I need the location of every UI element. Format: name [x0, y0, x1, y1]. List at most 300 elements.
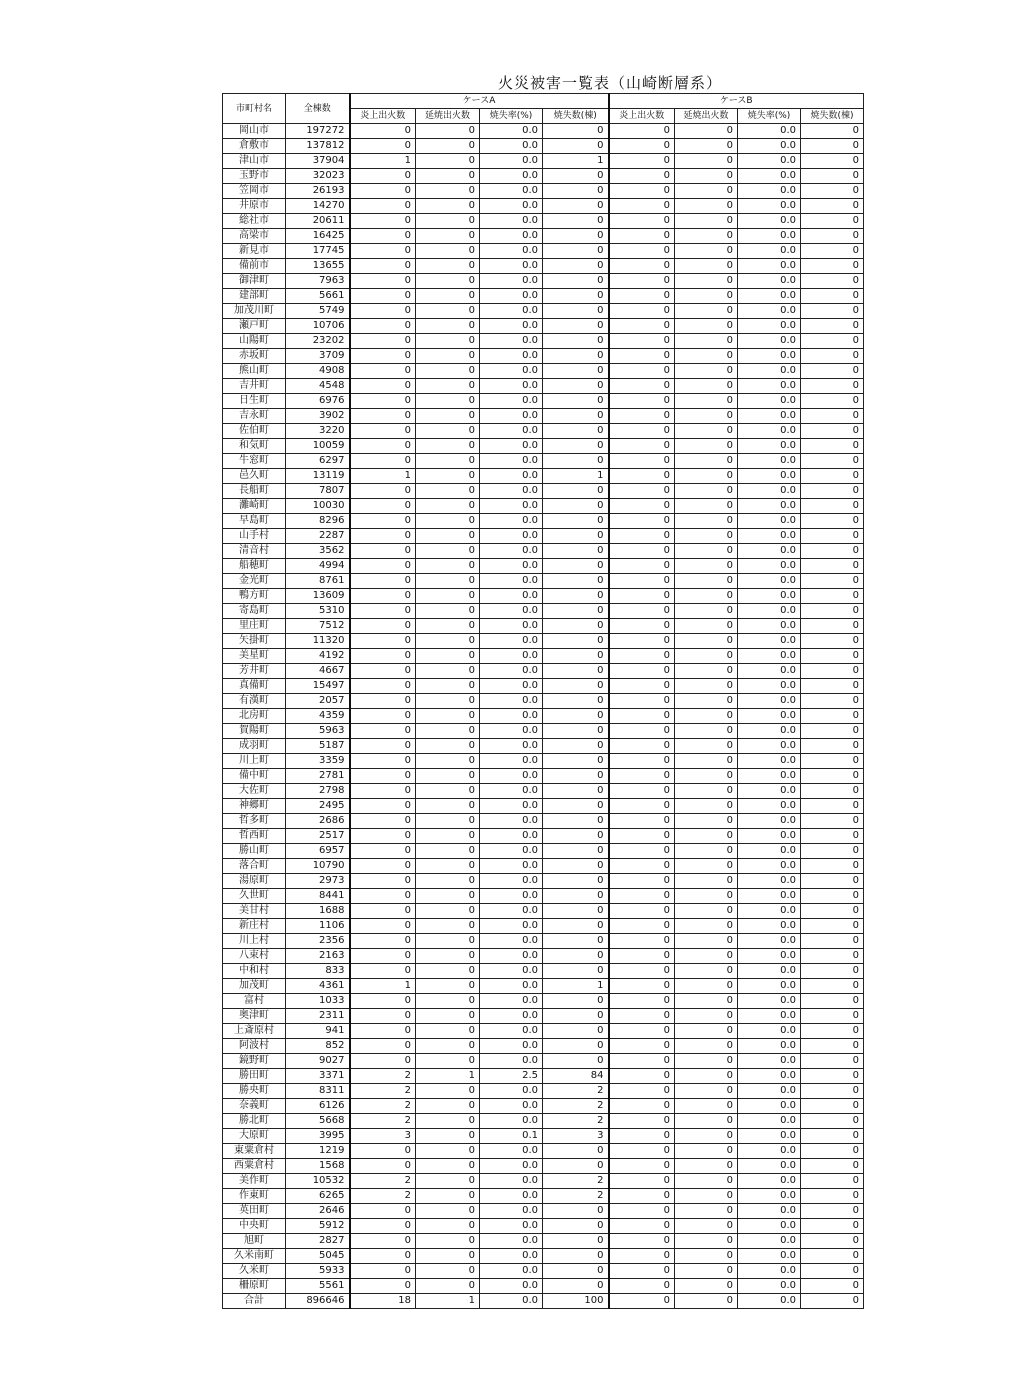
cell-a-spread: 0: [416, 1114, 480, 1129]
cell-a-loss-count: 0: [543, 514, 609, 529]
cell-a-loss-count: 0: [543, 319, 609, 334]
table-row: [223, 589, 864, 604]
cell-a-loss-rate: 0.0: [480, 799, 543, 814]
cell-a-loss-count: 0: [543, 229, 609, 244]
cell-municipality: 総社市: [223, 214, 286, 229]
cell-a-spread: 0: [416, 379, 480, 394]
cell-a-loss-count: 2: [543, 1084, 609, 1099]
cell-a-spread: 0: [416, 1159, 480, 1174]
cell-total-buildings: 2646: [286, 1204, 350, 1219]
cell-a-ignition: 0: [350, 559, 416, 574]
cell-municipality: 西粟倉村: [223, 1159, 286, 1174]
cell-b-loss-count: 0: [801, 259, 864, 274]
cell-b-loss-count: 0: [801, 529, 864, 544]
cell-total-buildings: 1106: [286, 919, 350, 934]
cell-total-buildings: 3995: [286, 1129, 350, 1144]
cell-b-ignition: 0: [609, 679, 675, 694]
cell-a-spread: 0: [416, 679, 480, 694]
cell-a-loss-rate: 0.0: [480, 184, 543, 199]
cell-b-loss-count: 0: [801, 124, 864, 139]
cell-a-ignition: 2: [350, 1069, 416, 1084]
table-row: [223, 214, 864, 229]
cell-b-loss-rate: 0.0: [738, 409, 801, 424]
cell-a-loss-rate: 0.0: [480, 949, 543, 964]
cell-b-spread: 0: [675, 904, 738, 919]
cell-b-ignition: 0: [609, 934, 675, 949]
cell-b-loss-rate: 0.0: [738, 604, 801, 619]
table-row: [223, 1219, 864, 1234]
cell-b-loss-rate: 0.0: [738, 979, 801, 994]
cell-municipality: 大佐町: [223, 784, 286, 799]
cell-municipality: 備中町: [223, 769, 286, 784]
table-row: [223, 124, 864, 139]
cell-total-buildings: 3220: [286, 424, 350, 439]
cell-b-loss-rate: 0.0: [738, 679, 801, 694]
cell-b-ignition: 0: [609, 619, 675, 634]
cell-a-loss-count: 0: [543, 529, 609, 544]
cell-b-loss-count: 0: [801, 1174, 864, 1189]
cell-a-loss-count: 0: [543, 124, 609, 139]
cell-b-spread: 0: [675, 1039, 738, 1054]
cell-a-ignition: 0: [350, 1054, 416, 1069]
cell-municipality: 有漢町: [223, 694, 286, 709]
cell-a-ignition: 18: [350, 1294, 416, 1309]
cell-municipality: 奥津町: [223, 1009, 286, 1024]
cell-total-buildings: 17745: [286, 244, 350, 259]
cell-b-spread: 0: [675, 844, 738, 859]
cell-a-ignition: 0: [350, 454, 416, 469]
cell-a-ignition: 0: [350, 1234, 416, 1249]
cell-municipality: 里庄町: [223, 619, 286, 634]
cell-total-buildings: 2163: [286, 949, 350, 964]
cell-b-spread: 0: [675, 259, 738, 274]
cell-a-ignition: 0: [350, 199, 416, 214]
cell-a-loss-rate: 0.0: [480, 754, 543, 769]
cell-total-buildings: 4192: [286, 649, 350, 664]
cell-total-buildings: 32023: [286, 169, 350, 184]
cell-municipality: 長船町: [223, 484, 286, 499]
cell-b-loss-count: 0: [801, 1249, 864, 1264]
cell-a-ignition: 0: [350, 724, 416, 739]
cell-a-spread: 0: [416, 1249, 480, 1264]
cell-total-buildings: 137812: [286, 139, 350, 154]
cell-a-spread: 0: [416, 619, 480, 634]
cell-a-loss-rate: 0.0: [480, 724, 543, 739]
cell-a-loss-rate: 0.0: [480, 1279, 543, 1294]
cell-b-loss-count: 0: [801, 334, 864, 349]
cell-a-loss-rate: 0.0: [480, 1264, 543, 1279]
table-row: [223, 229, 864, 244]
cell-a-spread: 0: [416, 364, 480, 379]
cell-b-spread: 0: [675, 274, 738, 289]
table-row: [223, 259, 864, 274]
cell-b-loss-rate: 0.0: [738, 1144, 801, 1159]
cell-municipality: 倉敷市: [223, 139, 286, 154]
cell-a-loss-count: 0: [543, 559, 609, 574]
cell-b-spread: 0: [675, 544, 738, 559]
cell-a-ignition: 0: [350, 934, 416, 949]
cell-b-loss-count: 0: [801, 499, 864, 514]
cell-a-loss-rate: 0.0: [480, 919, 543, 934]
cell-a-spread: 0: [416, 1144, 480, 1159]
cell-b-loss-rate: 0.0: [738, 934, 801, 949]
cell-b-ignition: 0: [609, 529, 675, 544]
cell-b-loss-rate: 0.0: [738, 1039, 801, 1054]
cell-b-ignition: 0: [609, 304, 675, 319]
cell-municipality: 佐伯町: [223, 424, 286, 439]
cell-b-spread: 0: [675, 124, 738, 139]
cell-b-spread: 0: [675, 694, 738, 709]
cell-a-loss-count: 0: [543, 814, 609, 829]
cell-total-buildings: 2311: [286, 1009, 350, 1024]
cell-b-loss-rate: 0.0: [738, 1009, 801, 1024]
cell-b-spread: 0: [675, 1249, 738, 1264]
cell-a-loss-count: 0: [543, 1249, 609, 1264]
cell-b-ignition: 0: [609, 199, 675, 214]
document-title: 火災被害一覧表（山崎断層系）: [498, 74, 723, 92]
cell-a-spread: 0: [416, 979, 480, 994]
cell-b-ignition: 0: [609, 364, 675, 379]
cell-municipality: 合計: [223, 1294, 286, 1309]
cell-municipality: 北房町: [223, 709, 286, 724]
cell-a-spread: 0: [416, 1009, 480, 1024]
cell-municipality: 湯原町: [223, 874, 286, 889]
cell-municipality: 勝田町: [223, 1069, 286, 1084]
cell-b-loss-count: 0: [801, 1069, 864, 1084]
cell-a-loss-count: 2: [543, 1099, 609, 1114]
cell-a-loss-count: 0: [543, 289, 609, 304]
cell-a-loss-rate: 0.0: [480, 1054, 543, 1069]
cell-b-loss-count: 0: [801, 619, 864, 634]
cell-b-loss-rate: 0.0: [738, 499, 801, 514]
cell-a-loss-count: 0: [543, 619, 609, 634]
cell-b-ignition: 0: [609, 649, 675, 664]
cell-total-buildings: 23202: [286, 334, 350, 349]
cell-a-loss-rate: 0.0: [480, 994, 543, 1009]
cell-a-spread: 0: [416, 1084, 480, 1099]
cell-b-loss-rate: 0.0: [738, 229, 801, 244]
table-row: [223, 1249, 864, 1264]
cell-total-buildings: 5749: [286, 304, 350, 319]
cell-b-spread: 0: [675, 1114, 738, 1129]
cell-municipality: 赤坂町: [223, 349, 286, 364]
cell-a-loss-rate: 0.0: [480, 169, 543, 184]
cell-b-loss-count: 0: [801, 904, 864, 919]
cell-municipality: 久米南町: [223, 1249, 286, 1264]
cell-a-loss-rate: 2.5: [480, 1069, 543, 1084]
table-row: [223, 544, 864, 559]
cell-a-loss-count: 0: [543, 259, 609, 274]
cell-b-ignition: 0: [609, 334, 675, 349]
cell-a-ignition: 1: [350, 469, 416, 484]
cell-total-buildings: 6297: [286, 454, 350, 469]
cell-b-loss-rate: 0.0: [738, 1279, 801, 1294]
cell-b-loss-count: 0: [801, 964, 864, 979]
cell-b-spread: 0: [675, 439, 738, 454]
cell-b-loss-count: 0: [801, 439, 864, 454]
cell-b-spread: 0: [675, 679, 738, 694]
cell-a-loss-rate: 0.0: [480, 274, 543, 289]
cell-b-ignition: 0: [609, 1024, 675, 1039]
cell-total-buildings: 2798: [286, 784, 350, 799]
cell-b-loss-count: 0: [801, 934, 864, 949]
cell-a-loss-count: 0: [543, 784, 609, 799]
cell-b-spread: 0: [675, 1219, 738, 1234]
cell-a-loss-count: 0: [543, 304, 609, 319]
cell-b-loss-rate: 0.0: [738, 394, 801, 409]
cell-b-ignition: 0: [609, 1114, 675, 1129]
cell-a-ignition: 0: [350, 874, 416, 889]
cell-b-spread: 0: [675, 814, 738, 829]
cell-total-buildings: 4359: [286, 709, 350, 724]
cell-total-buildings: 2827: [286, 1234, 350, 1249]
cell-a-spread: 0: [416, 304, 480, 319]
table-row: [223, 769, 864, 784]
cell-a-spread: 0: [416, 274, 480, 289]
table-row: [223, 664, 864, 679]
cell-a-spread: 0: [416, 529, 480, 544]
cell-total-buildings: 3359: [286, 754, 350, 769]
cell-municipality: 山陽町: [223, 334, 286, 349]
cell-b-spread: 0: [675, 769, 738, 784]
table-row: [223, 679, 864, 694]
cell-a-spread: 0: [416, 1234, 480, 1249]
cell-total-buildings: 4548: [286, 379, 350, 394]
cell-a-loss-rate: 0.0: [480, 154, 543, 169]
cell-total-buildings: 3902: [286, 409, 350, 424]
cell-a-loss-rate: 0.0: [480, 244, 543, 259]
cell-total-buildings: 197272: [286, 124, 350, 139]
cell-a-spread: 0: [416, 874, 480, 889]
cell-b-loss-rate: 0.0: [738, 529, 801, 544]
cell-a-loss-rate: 0.0: [480, 319, 543, 334]
cell-b-loss-rate: 0.0: [738, 1234, 801, 1249]
cell-b-loss-count: 0: [801, 409, 864, 424]
cell-b-spread: 0: [675, 1144, 738, 1159]
cell-b-spread: 0: [675, 229, 738, 244]
cell-a-loss-rate: 0.0: [480, 1234, 543, 1249]
cell-b-loss-rate: 0.0: [738, 484, 801, 499]
cell-municipality: 矢掛町: [223, 634, 286, 649]
cell-municipality: 阿波村: [223, 1039, 286, 1054]
cell-a-ignition: 0: [350, 319, 416, 334]
cell-b-loss-rate: 0.0: [738, 964, 801, 979]
cell-b-loss-rate: 0.0: [738, 349, 801, 364]
cell-a-spread: 0: [416, 844, 480, 859]
cell-total-buildings: 16425: [286, 229, 350, 244]
cell-b-spread: 0: [675, 334, 738, 349]
cell-b-loss-count: 0: [801, 289, 864, 304]
cell-b-ignition: 0: [609, 949, 675, 964]
cell-b-loss-count: 0: [801, 1084, 864, 1099]
table-row: [223, 649, 864, 664]
cell-municipality: 熊山町: [223, 364, 286, 379]
cell-b-loss-count: 0: [801, 169, 864, 184]
cell-b-ignition: 0: [609, 1009, 675, 1024]
cell-a-loss-count: 0: [543, 394, 609, 409]
cell-b-loss-count: 0: [801, 754, 864, 769]
cell-total-buildings: 5668: [286, 1114, 350, 1129]
cell-municipality: 大原町: [223, 1129, 286, 1144]
cell-b-ignition: 0: [609, 499, 675, 514]
cell-b-loss-count: 0: [801, 649, 864, 664]
table-row: [223, 814, 864, 829]
cell-b-ignition: 0: [609, 259, 675, 274]
cell-b-loss-count: 0: [801, 1114, 864, 1129]
cell-b-ignition: 0: [609, 1204, 675, 1219]
cell-b-loss-count: 0: [801, 679, 864, 694]
cell-total-buildings: 941: [286, 1024, 350, 1039]
cell-b-loss-count: 0: [801, 604, 864, 619]
table-row: [223, 1144, 864, 1159]
cell-b-loss-rate: 0.0: [738, 919, 801, 934]
table-row: [223, 154, 864, 169]
cell-municipality: 岡山市: [223, 124, 286, 139]
table-row: [223, 529, 864, 544]
cell-b-loss-count: 0: [801, 199, 864, 214]
table-row: [223, 994, 864, 1009]
cell-b-spread: 0: [675, 934, 738, 949]
cell-b-loss-rate: 0.0: [738, 814, 801, 829]
cell-total-buildings: 3709: [286, 349, 350, 364]
cell-a-spread: 0: [416, 334, 480, 349]
cell-b-spread: 0: [675, 1099, 738, 1114]
cell-a-loss-count: 100: [543, 1294, 609, 1309]
cell-b-ignition: 0: [609, 1294, 675, 1309]
cell-b-loss-count: 0: [801, 979, 864, 994]
cell-a-loss-count: 0: [543, 409, 609, 424]
cell-b-loss-count: 0: [801, 229, 864, 244]
cell-a-loss-count: 0: [543, 889, 609, 904]
cell-b-loss-rate: 0.0: [738, 1114, 801, 1129]
cell-a-spread: 0: [416, 424, 480, 439]
cell-a-ignition: 0: [350, 544, 416, 559]
cell-a-spread: 0: [416, 319, 480, 334]
cell-total-buildings: 3371: [286, 1069, 350, 1084]
cell-a-loss-count: 0: [543, 604, 609, 619]
cell-a-ignition: 2: [350, 1084, 416, 1099]
cell-municipality: 新見市: [223, 244, 286, 259]
cell-a-spread: 0: [416, 589, 480, 604]
cell-a-ignition: 0: [350, 994, 416, 1009]
cell-municipality: 加茂川町: [223, 304, 286, 319]
cell-b-ignition: 0: [609, 1144, 675, 1159]
cell-a-loss-rate: 0.0: [480, 679, 543, 694]
cell-b-ignition: 0: [609, 1219, 675, 1234]
cell-b-loss-rate: 0.0: [738, 664, 801, 679]
cell-a-loss-rate: 0.0: [480, 484, 543, 499]
cell-b-loss-count: 0: [801, 799, 864, 814]
cell-b-spread: 0: [675, 304, 738, 319]
cell-b-loss-count: 0: [801, 1264, 864, 1279]
cell-municipality: 芳井町: [223, 664, 286, 679]
cell-b-ignition: 0: [609, 784, 675, 799]
cell-a-loss-rate: 0.0: [480, 439, 543, 454]
cell-b-loss-rate: 0.0: [738, 1249, 801, 1264]
cell-b-loss-rate: 0.0: [738, 364, 801, 379]
cell-b-loss-rate: 0.0: [738, 1129, 801, 1144]
cell-a-ignition: 0: [350, 1039, 416, 1054]
table-row: [223, 1009, 864, 1024]
table-row: [223, 604, 864, 619]
cell-b-spread: 0: [675, 1084, 738, 1099]
cell-a-loss-count: 0: [543, 754, 609, 769]
cell-a-loss-rate: 0.0: [480, 349, 543, 364]
cell-b-spread: 0: [675, 469, 738, 484]
cell-b-loss-rate: 0.0: [738, 709, 801, 724]
cell-a-spread: 0: [416, 544, 480, 559]
cell-b-loss-count: 0: [801, 1189, 864, 1204]
cell-a-loss-rate: 0.0: [480, 874, 543, 889]
header-municipality: 市町村名: [223, 94, 286, 124]
cell-b-ignition: 0: [609, 274, 675, 289]
cell-total-buildings: 10030: [286, 499, 350, 514]
cell-b-loss-rate: 0.0: [738, 844, 801, 859]
table-row: [223, 964, 864, 979]
cell-a-loss-count: 0: [543, 364, 609, 379]
table-row: [223, 1204, 864, 1219]
cell-municipality: 美甘村: [223, 904, 286, 919]
cell-a-spread: 0: [416, 694, 480, 709]
cell-a-spread: 0: [416, 199, 480, 214]
cell-municipality: 作東町: [223, 1189, 286, 1204]
cell-a-spread: 0: [416, 784, 480, 799]
cell-a-spread: 0: [416, 829, 480, 844]
cell-b-loss-count: 0: [801, 994, 864, 1009]
cell-total-buildings: 5963: [286, 724, 350, 739]
cell-b-spread: 0: [675, 1174, 738, 1189]
cell-a-ignition: 0: [350, 214, 416, 229]
cell-b-loss-count: 0: [801, 1144, 864, 1159]
cell-a-spread: 0: [416, 154, 480, 169]
table-row: [223, 829, 864, 844]
cell-municipality: 玉野市: [223, 169, 286, 184]
cell-a-loss-count: 0: [543, 1039, 609, 1054]
cell-a-spread: 0: [416, 409, 480, 424]
table-row: [223, 904, 864, 919]
cell-total-buildings: 833: [286, 964, 350, 979]
cell-total-buildings: 1688: [286, 904, 350, 919]
cell-a-ignition: 0: [350, 499, 416, 514]
cell-a-spread: 0: [416, 244, 480, 259]
cell-b-spread: 0: [675, 1234, 738, 1249]
cell-b-loss-rate: 0.0: [738, 949, 801, 964]
cell-b-loss-count: 0: [801, 139, 864, 154]
table-row: [223, 184, 864, 199]
cell-b-spread: 0: [675, 1204, 738, 1219]
cell-a-loss-count: 0: [543, 679, 609, 694]
cell-municipality: 御津町: [223, 274, 286, 289]
cell-b-ignition: 0: [609, 1099, 675, 1114]
cell-a-loss-rate: 0.0: [480, 229, 543, 244]
cell-b-loss-rate: 0.0: [738, 259, 801, 274]
cell-a-loss-count: 0: [543, 1159, 609, 1174]
cell-municipality: 富村: [223, 994, 286, 1009]
cell-municipality: 金光町: [223, 574, 286, 589]
cell-a-ignition: 0: [350, 379, 416, 394]
cell-total-buildings: 4994: [286, 559, 350, 574]
cell-a-loss-rate: 0.0: [480, 259, 543, 274]
cell-b-ignition: 0: [609, 709, 675, 724]
cell-a-spread: 0: [416, 484, 480, 499]
cell-total-buildings: 8441: [286, 889, 350, 904]
cell-b-loss-count: 0: [801, 1129, 864, 1144]
cell-b-ignition: 0: [609, 814, 675, 829]
cell-a-loss-count: 0: [543, 1264, 609, 1279]
cell-b-spread: 0: [675, 1069, 738, 1084]
cell-a-ignition: 0: [350, 424, 416, 439]
cell-b-loss-rate: 0.0: [738, 799, 801, 814]
